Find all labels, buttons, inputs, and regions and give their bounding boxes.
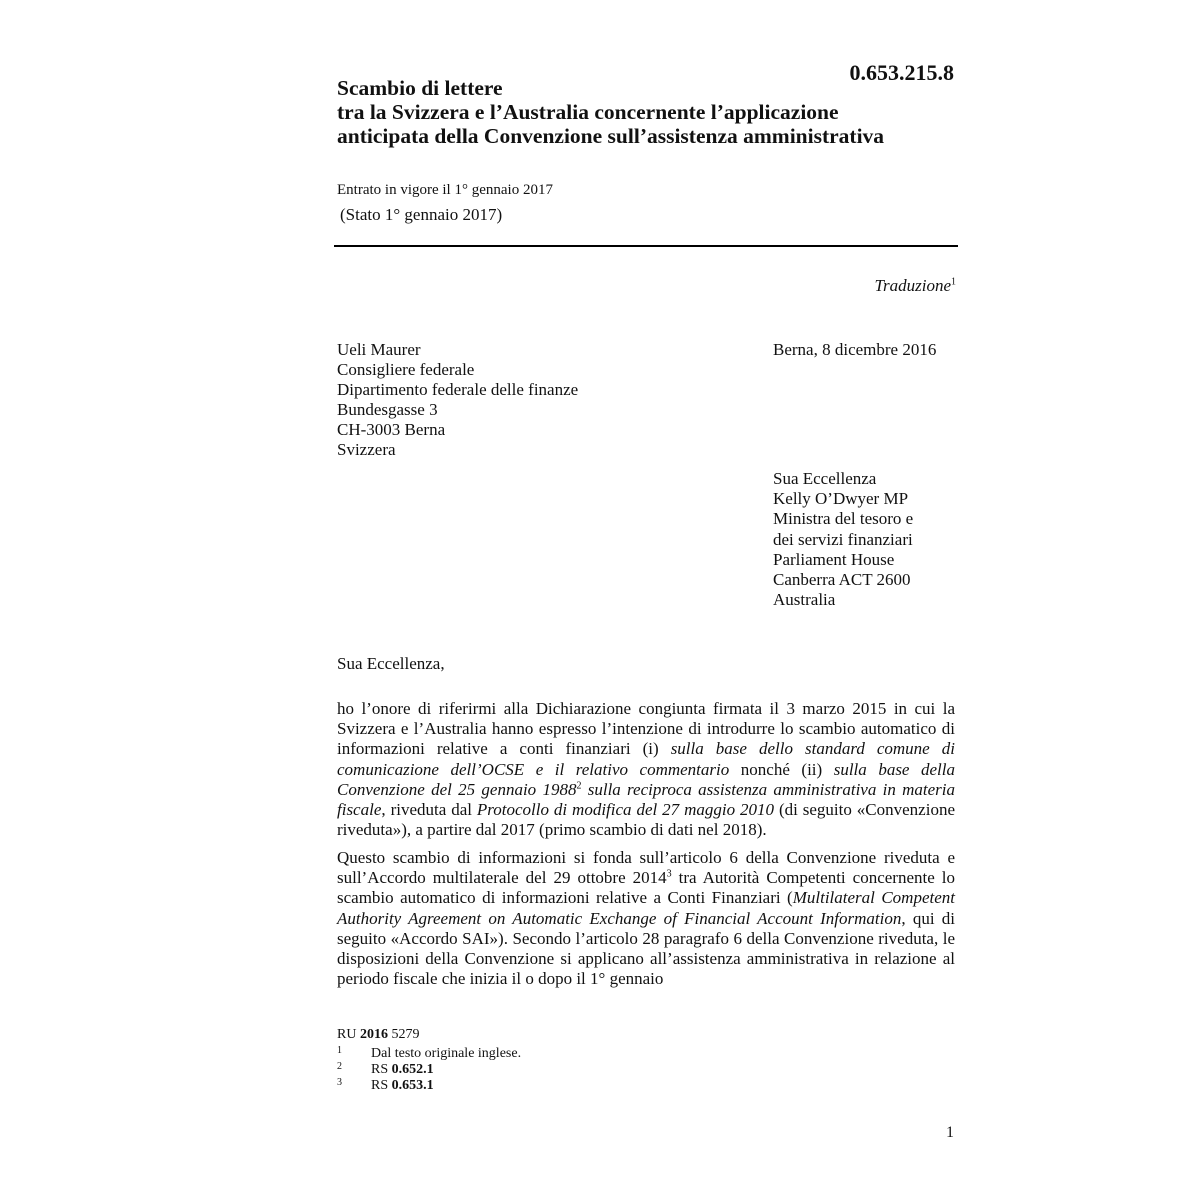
text-run: Questo scambio di informazioni si fonda sull’articolo 6 della Convenzione riveduta e sull’Accordo multilaterale del 29 ottobre 2014 [337, 848, 955, 888]
recipient-line: dei servizi finanziari [773, 529, 913, 549]
footnote-link[interactable]: 0.652.1 [391, 1062, 434, 1077]
title-line: Scambio di lettere [337, 76, 503, 100]
italic-run: sulla base dello standard comune di comunicazione dell’OCSE e il relativo commentario [337, 739, 955, 779]
footnotes [337, 1046, 521, 1094]
footnote-prefix: RS [371, 1062, 389, 1077]
text-run: , riveduta dal [381, 800, 477, 820]
text-run: tra Autorità Competenti concernente lo scambio automatico di informazioni relative a Conti Finanziari ( [337, 868, 955, 908]
recipient-line: Kelly O’Dwyer MP [773, 489, 909, 509]
sender-line: Consigliere federale [337, 360, 475, 379]
text-run: (di seguito «Convenzione riveduta»), a partire dal 2017 (primo scambio di dati nel 2018). [337, 800, 955, 840]
footnote [337, 1078, 521, 1094]
ru-prefix: RU [337, 1027, 357, 1042]
text-run: , qui di seguito «Accordo SAI»). Secondo l’articolo 28 paragrafo 6 della Convenzione riveduta, le disposizioni della Convenzione si applicano all’assistenza amministrativa in relazione al periodo fiscale che inizia il o dopo il 1° gennaio [337, 908, 955, 989]
footnote-link[interactable]: 0.653.1 [391, 1078, 434, 1093]
text-run: ho l’onore di riferirmi alla Dichiarazione congiunta firmata il 3 marzo 2015 in cui la Svizzera e l’Australia hanno espresso l’intenzione di introdurre lo scambio automatico di informazioni relative a conti finanziari (i) [337, 699, 955, 759]
entry-into-force: Entrato in vigore il 1° gennaio 2017 [337, 182, 553, 198]
body-paragraph-2 [337, 848, 955, 989]
sr-number: 0.653.215.8 [849, 60, 954, 85]
recipient-line: Parliament House [773, 549, 895, 569]
page-number: 1 [946, 1124, 954, 1141]
salutation: Sua Eccellenza, [337, 654, 445, 673]
text-run: nonché (ii) [729, 759, 834, 779]
italic-run: Protocollo di modifica del 27 maggio 2010 [476, 800, 775, 820]
footnote-number: 1 [337, 1045, 342, 1056]
translation-label: Traduzione [874, 276, 951, 295]
sender-line: Svizzera [337, 440, 396, 459]
header-divider [334, 245, 958, 247]
ru-year: 2016 [359, 1027, 388, 1042]
translation-note [760, 276, 956, 296]
footnote-ref[interactable]: 2 [576, 780, 582, 792]
sender-line: Bundesgasse 3 [337, 400, 438, 419]
footnote-number: 2 [337, 1061, 342, 1072]
footnote-text: Dal testo originale inglese. [371, 1046, 522, 1061]
sender-line: CH-3003 Berna [337, 420, 446, 439]
document-title [337, 76, 977, 148]
sender-line: Ueli Maurer [337, 340, 421, 359]
footnote-ref[interactable]: 3 [666, 868, 672, 880]
ru-reference [337, 1027, 419, 1043]
ru-page: 5279 [391, 1027, 420, 1042]
title-line: tra la Svizzera e l’Australia concernente l’applicazione [337, 100, 839, 124]
recipient-line: Ministra del tesoro e [773, 509, 914, 529]
recipient-line: Canberra ACT 2600 [773, 570, 911, 590]
sender-line: Dipartimento federale delle finanze [337, 380, 579, 399]
letter-date: Berna, 8 dicembre 2016 [773, 340, 937, 359]
title-line: anticipata della Convenzione sull’assistenza amministrativa [337, 124, 885, 148]
italic-run: Multilateral Competent Authority Agreement on Automatic Exchange of Financial Account Information [337, 888, 955, 928]
status-date: (Stato 1° gennaio 2017) [340, 205, 503, 224]
footnote-prefix: RS [371, 1078, 389, 1093]
recipient-address [773, 469, 913, 610]
recipient-line: Australia [773, 590, 836, 610]
footnote-ref[interactable]: 1 [951, 276, 956, 288]
footnote-number: 3 [337, 1077, 342, 1088]
sender-address [337, 340, 578, 460]
body-paragraph-1 [337, 699, 955, 840]
recipient-line: Sua Eccellenza [773, 469, 877, 488]
italic-run: sulla reciproca assistenza amministrativa in materia fiscale [337, 779, 955, 820]
italic-run: sulla base della Convenzione del 25 gennaio 1988 [337, 759, 956, 799]
